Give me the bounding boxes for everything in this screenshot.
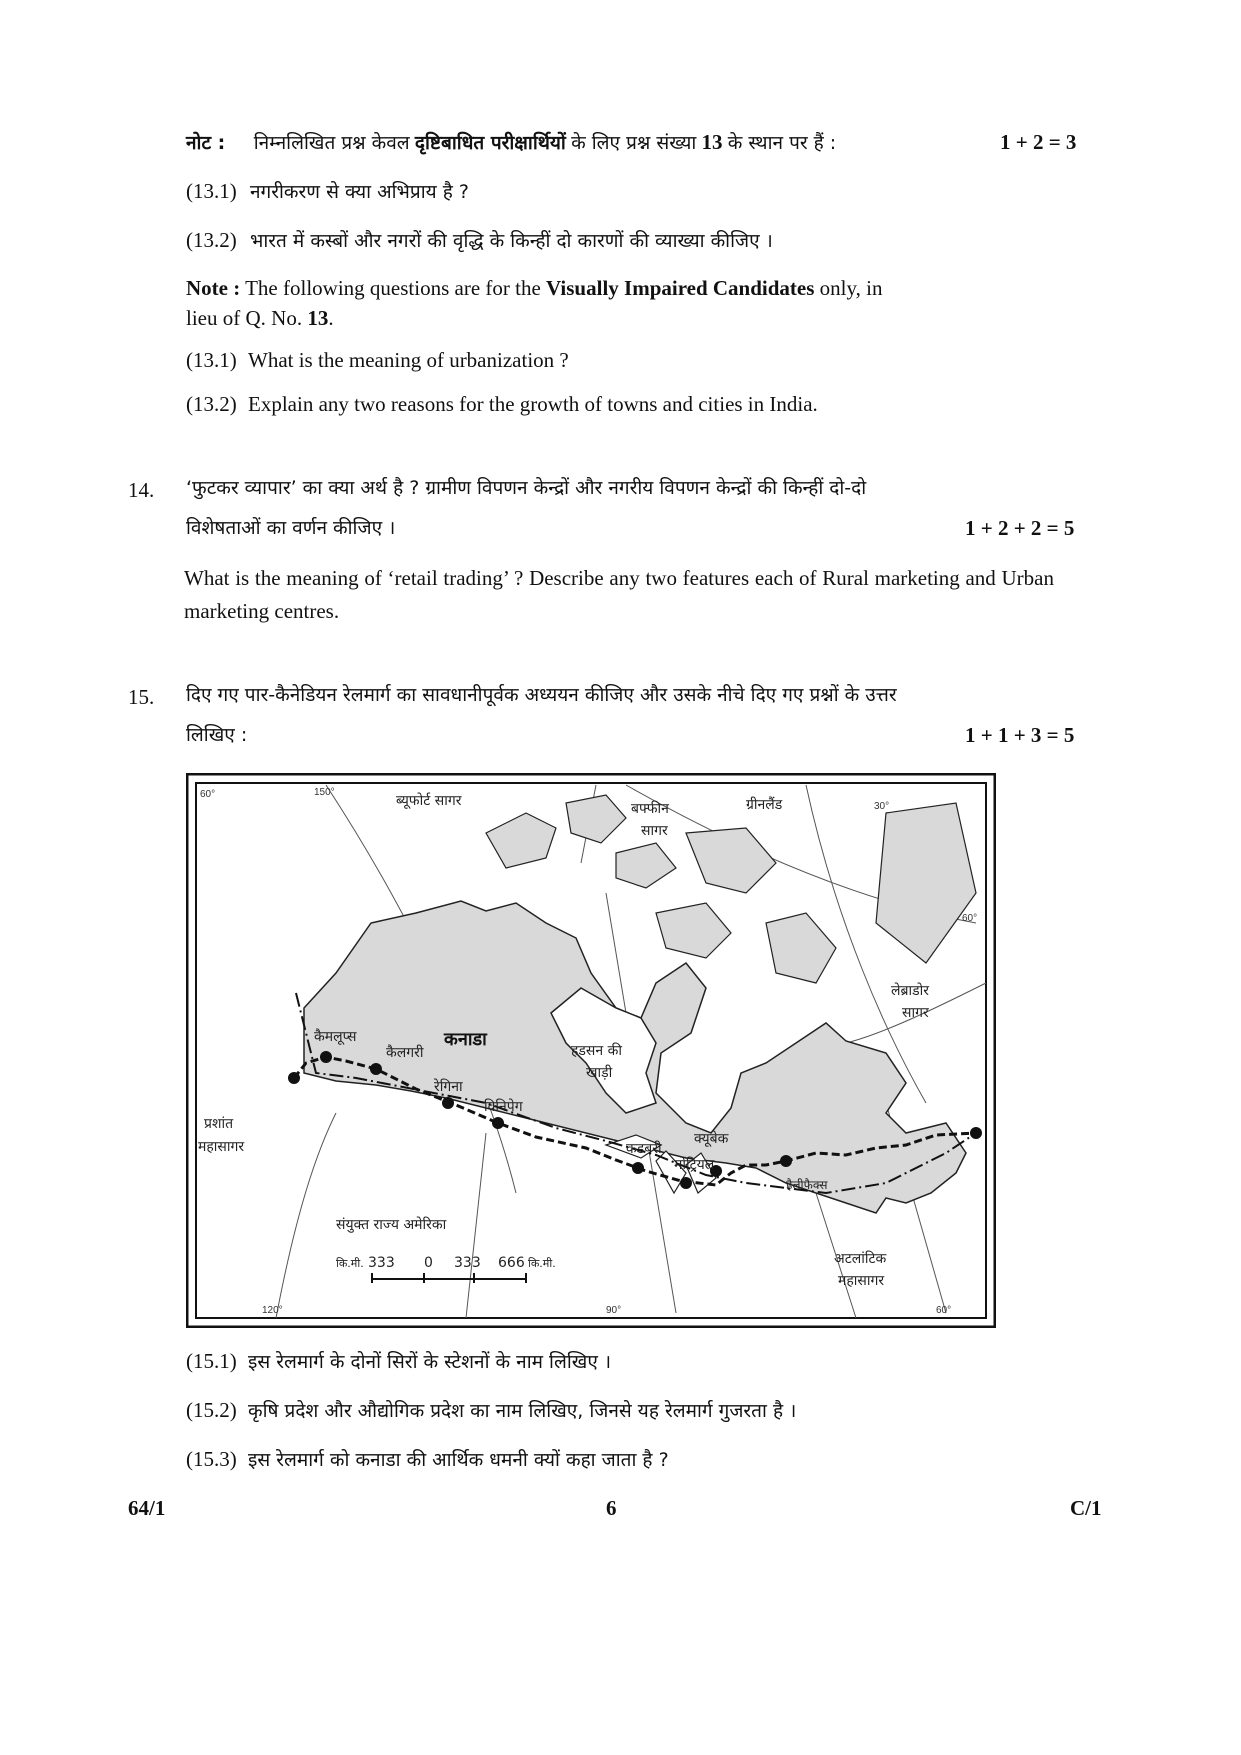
q15-2 xyxy=(186,1396,796,1425)
q14-hindi-line1: ‘फुटकर व्यापार’ का क्या अर्थ है ? ग्रामीण विपणन केन्द्रों और नगरीय विपणन केन्द्रों की किन्हीं दो-दो xyxy=(186,477,867,499)
station-kamloops-marker xyxy=(320,1051,332,1063)
note-english-line1 xyxy=(186,274,882,302)
q13-1-english-num: (13.1) xyxy=(186,348,237,372)
degree-60-bottom: 60° xyxy=(936,1305,952,1316)
label-baffin-sea-2: सागर xyxy=(641,823,668,839)
q15-1 xyxy=(186,1347,611,1376)
scale-zero: 0 xyxy=(424,1255,433,1271)
note-english-bold: Visually Impaired Candidates xyxy=(546,276,815,300)
degree-30: 30° xyxy=(874,801,890,812)
q13-1-hindi xyxy=(186,177,469,206)
q14-marks: 1 + 2 + 2 = 5 xyxy=(965,516,1075,540)
scale-km-left: कि.मी. xyxy=(336,1257,364,1270)
note-hindi-qnum: 13 xyxy=(701,130,723,154)
scale-km-right: कि.मी. xyxy=(528,1257,556,1270)
label-greenland: ग्रीनलैंड xyxy=(746,797,783,813)
q15-2-text: कृषि प्रदेश और औद्योगिक प्रदेश का नाम लिखिए, जिनसे यह रेलमार्ग गुजरता है । xyxy=(248,1400,797,1422)
note-hindi-text-c: के स्थान पर हैं : xyxy=(727,132,837,154)
label-regina: रेगिना xyxy=(434,1079,463,1095)
station-winnipeg-marker xyxy=(492,1117,504,1129)
q14-english: What is the meaning of ‘retail trading’ ? Describe any two features each of Rural marketing and Urban marketing centres. xyxy=(184,566,1054,623)
q15-marks: 1 + 1 + 3 = 5 xyxy=(965,723,1075,747)
label-labrador-sea-2: सागर xyxy=(902,1005,929,1021)
label-atlantic-ocean-1: अटलांटिक xyxy=(834,1251,887,1267)
q14-number: 14. xyxy=(128,478,155,502)
q15-2-num: (15.2) xyxy=(186,1398,237,1422)
canada-railway-map xyxy=(186,773,996,1328)
note-english-period: . xyxy=(328,306,334,330)
footer-set-code: C/1 xyxy=(1070,1496,1102,1520)
station-vancouver-marker xyxy=(288,1072,300,1084)
q13-2-english-text: Explain any two reasons for the growth of towns and cities in India. xyxy=(248,392,818,416)
q13-2-hindi-num: (13.2) xyxy=(186,228,237,252)
label-winnipeg: विनिपेग xyxy=(484,1099,523,1115)
q15-3-num: (15.3) xyxy=(186,1447,237,1471)
label-hudson-bay-2: खाड़ी xyxy=(586,1065,613,1081)
q15-3-text: इस रेलमार्ग को कनाडा की आर्थिक धमनी क्यों कहा जाता है ? xyxy=(248,1449,669,1471)
label-atlantic-ocean-2: महासागर xyxy=(838,1273,885,1289)
station-sudbury-marker xyxy=(632,1162,644,1174)
q13-2-english xyxy=(186,390,818,418)
footer-paper-code: 64/1 xyxy=(128,1496,166,1520)
note-english-text-b: only, in xyxy=(819,276,883,300)
note-english-line2 xyxy=(186,304,334,332)
note-hindi-label: नोट : xyxy=(186,132,226,154)
note-english-qnum: 13 xyxy=(307,306,329,330)
note-english-label: Note : xyxy=(186,276,241,300)
q15-1-text: इस रेलमार्ग के दोनों सिरों के स्टेशनों के नाम लिखिए । xyxy=(248,1351,612,1373)
label-canada: कनाडा xyxy=(444,1029,487,1050)
note-hindi-bold: दृष्टिबाधित परीक्षार्थियों xyxy=(414,132,566,154)
note-marks: 1 + 2 = 3 xyxy=(1000,130,1077,154)
q13-2-english-num: (13.2) xyxy=(186,392,237,416)
degree-90: 90° xyxy=(606,1305,622,1316)
degree-150: 150° xyxy=(314,787,335,798)
label-pacific-ocean-1: प्रशांत xyxy=(204,1116,234,1132)
station-east-end-marker xyxy=(970,1127,982,1139)
q13-1-english-text: What is the meaning of urbanization ? xyxy=(248,348,569,372)
note-hindi-text: निम्नलिखित प्रश्न केवल xyxy=(253,132,410,154)
label-montreal: मोंट्रियल xyxy=(674,1157,715,1173)
station-regina-marker xyxy=(442,1097,454,1109)
q15-1-num: (15.1) xyxy=(186,1349,237,1373)
degree-60-right: 60° xyxy=(962,913,978,924)
q13-1-hindi-num: (13.1) xyxy=(186,179,237,203)
q15-3 xyxy=(186,1445,669,1474)
label-beaufort-sea: ब्यूफोर्ट सागर xyxy=(396,793,462,809)
note-hindi-line xyxy=(186,128,836,157)
label-sudbury: कडबरी xyxy=(626,1141,662,1157)
scale-333-left: 333 xyxy=(368,1255,395,1271)
degree-60-left: 60° xyxy=(200,789,216,800)
footer-page-number: 6 xyxy=(606,1496,617,1520)
label-usa: संयुक्त राज्य अमेरिका xyxy=(336,1217,447,1233)
q15-hindi-line2: लिखिए : xyxy=(186,724,248,746)
label-hudson-bay-1: हडसन की xyxy=(571,1043,622,1059)
scale-333: 333 xyxy=(454,1255,481,1271)
q13-2-hindi-text: भारत में कस्बों और नगरों की वृद्धि के किन्हीं दो कारणों की व्याख्या कीजिए । xyxy=(250,230,773,252)
label-labrador-sea-1: लेब्राडोर xyxy=(891,983,929,999)
q13-2-hindi xyxy=(186,226,773,255)
scale-666: 666 xyxy=(498,1255,525,1271)
label-halifax: हैलीफैक्स xyxy=(786,1178,828,1192)
note-hindi-text-b: के लिए प्रश्न संख्या xyxy=(571,132,697,154)
label-baffin-sea-1: बफ्फीन xyxy=(631,801,669,817)
label-kamloops: कैमलूप्स xyxy=(314,1029,357,1045)
q13-1-english xyxy=(186,346,569,374)
note-english-text-a: The following questions are for the xyxy=(245,276,541,300)
label-quebec: क्यूबेक xyxy=(694,1131,729,1147)
degree-120: 120° xyxy=(262,1305,283,1316)
label-pacific-ocean-2: महासागर xyxy=(198,1139,245,1155)
station-halifax-marker xyxy=(780,1155,792,1167)
note-english-text-c: lieu of Q. No. xyxy=(186,306,303,330)
q13-1-hindi-text: नगरीकरण से क्या अभिप्राय है ? xyxy=(250,181,469,203)
q14-hindi-line2: विशेषताओं का वर्णन कीजिए । xyxy=(186,517,396,539)
q15-number: 15. xyxy=(128,685,155,709)
q15-hindi-line1: दिए गए पार-कैनेडियन रेलमार्ग का सावधानीपूर्वक अध्ययन कीजिए और उसके नीचे दिए गए प्रश्नों के उत्तर xyxy=(186,684,897,706)
station-calgary-marker xyxy=(370,1063,382,1075)
station-montreal-marker xyxy=(680,1177,692,1189)
label-calgary: कैलगरी xyxy=(386,1045,424,1061)
